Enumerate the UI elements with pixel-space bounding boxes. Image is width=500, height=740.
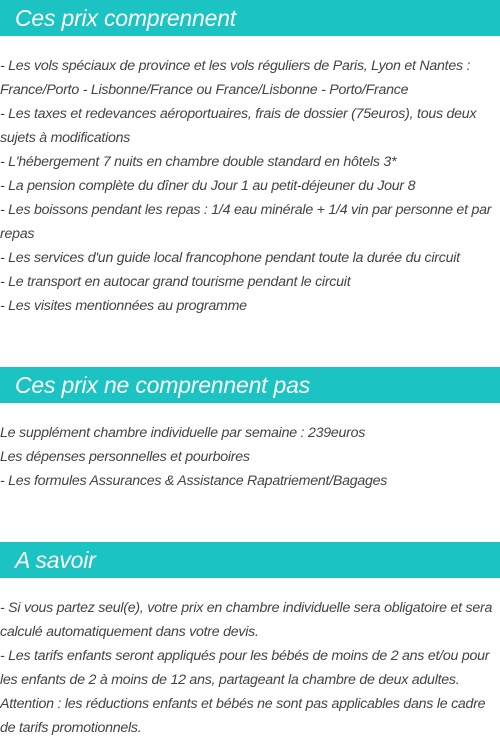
section-title: Ces prix comprennent — [15, 5, 236, 31]
list-item: - Les tarifs enfants seront appliqués pour les bébés de moins de 2 ans et/ou pour les enfants de 2 à moins de 12 ans, partageant la chambre de deux adultes. — [0, 648, 490, 688]
list-item: - La pension complète du dîner du Jour 1 au petit-déjeuner du Jour 8 — [0, 178, 416, 194]
list-item: Attention : les réductions enfants et bébés ne sont pas applicables dans le cadre de tarifs promotionnels. — [0, 696, 486, 736]
section-included — [0, 0, 500, 318]
section-banner — [0, 542, 500, 578]
list-item: - L'hébergement 7 nuits en chambre double standard en hôtels 3* — [0, 154, 397, 170]
section-banner — [0, 367, 500, 403]
list-item: - Les boissons pendant les repas : 1/4 eau minérale + 1/4 vin par personne et par repas — [0, 202, 492, 242]
list-item: - Si vous partez seul(e), votre prix en chambre individuelle sera obligatoire et sera calculé automatiquement dans votre devis. — [0, 600, 493, 640]
list-item: - Les services d'un guide local francophone pendant toute la durée du circuit — [0, 250, 460, 266]
list-item: - Le transport en autocar grand tourisme pendant le circuit — [0, 274, 351, 290]
section-title: A savoir — [15, 547, 96, 573]
section-body — [0, 596, 500, 740]
section-not-included — [0, 367, 500, 493]
list-item: Le supplément chambre individuelle par semaine : 239euros — [0, 425, 366, 441]
section-banner — [0, 0, 500, 36]
list-item: - Les vols spéciaux de province et les vols réguliers de Paris, Lyon et Nantes : France/Porto - Lisbonne/France ou France/Lisbonne - Porto/France — [0, 58, 471, 98]
list-item: - Les visites mentionnées au programme — [0, 298, 247, 314]
section-good-to-know — [0, 542, 500, 740]
list-item: - Les taxes et redevances aéroportuaires, frais de dossier (75euros), tous deux sujets à modifications — [0, 106, 477, 146]
section-body — [0, 421, 500, 493]
list-item: - Les formules Assurances & Assistance Rapatriement/Bagages — [0, 473, 388, 489]
section-title: Ces prix ne comprennent pas — [15, 372, 311, 398]
list-item: Les dépenses personnelles et pourboires — [0, 449, 250, 465]
section-body — [0, 54, 500, 318]
